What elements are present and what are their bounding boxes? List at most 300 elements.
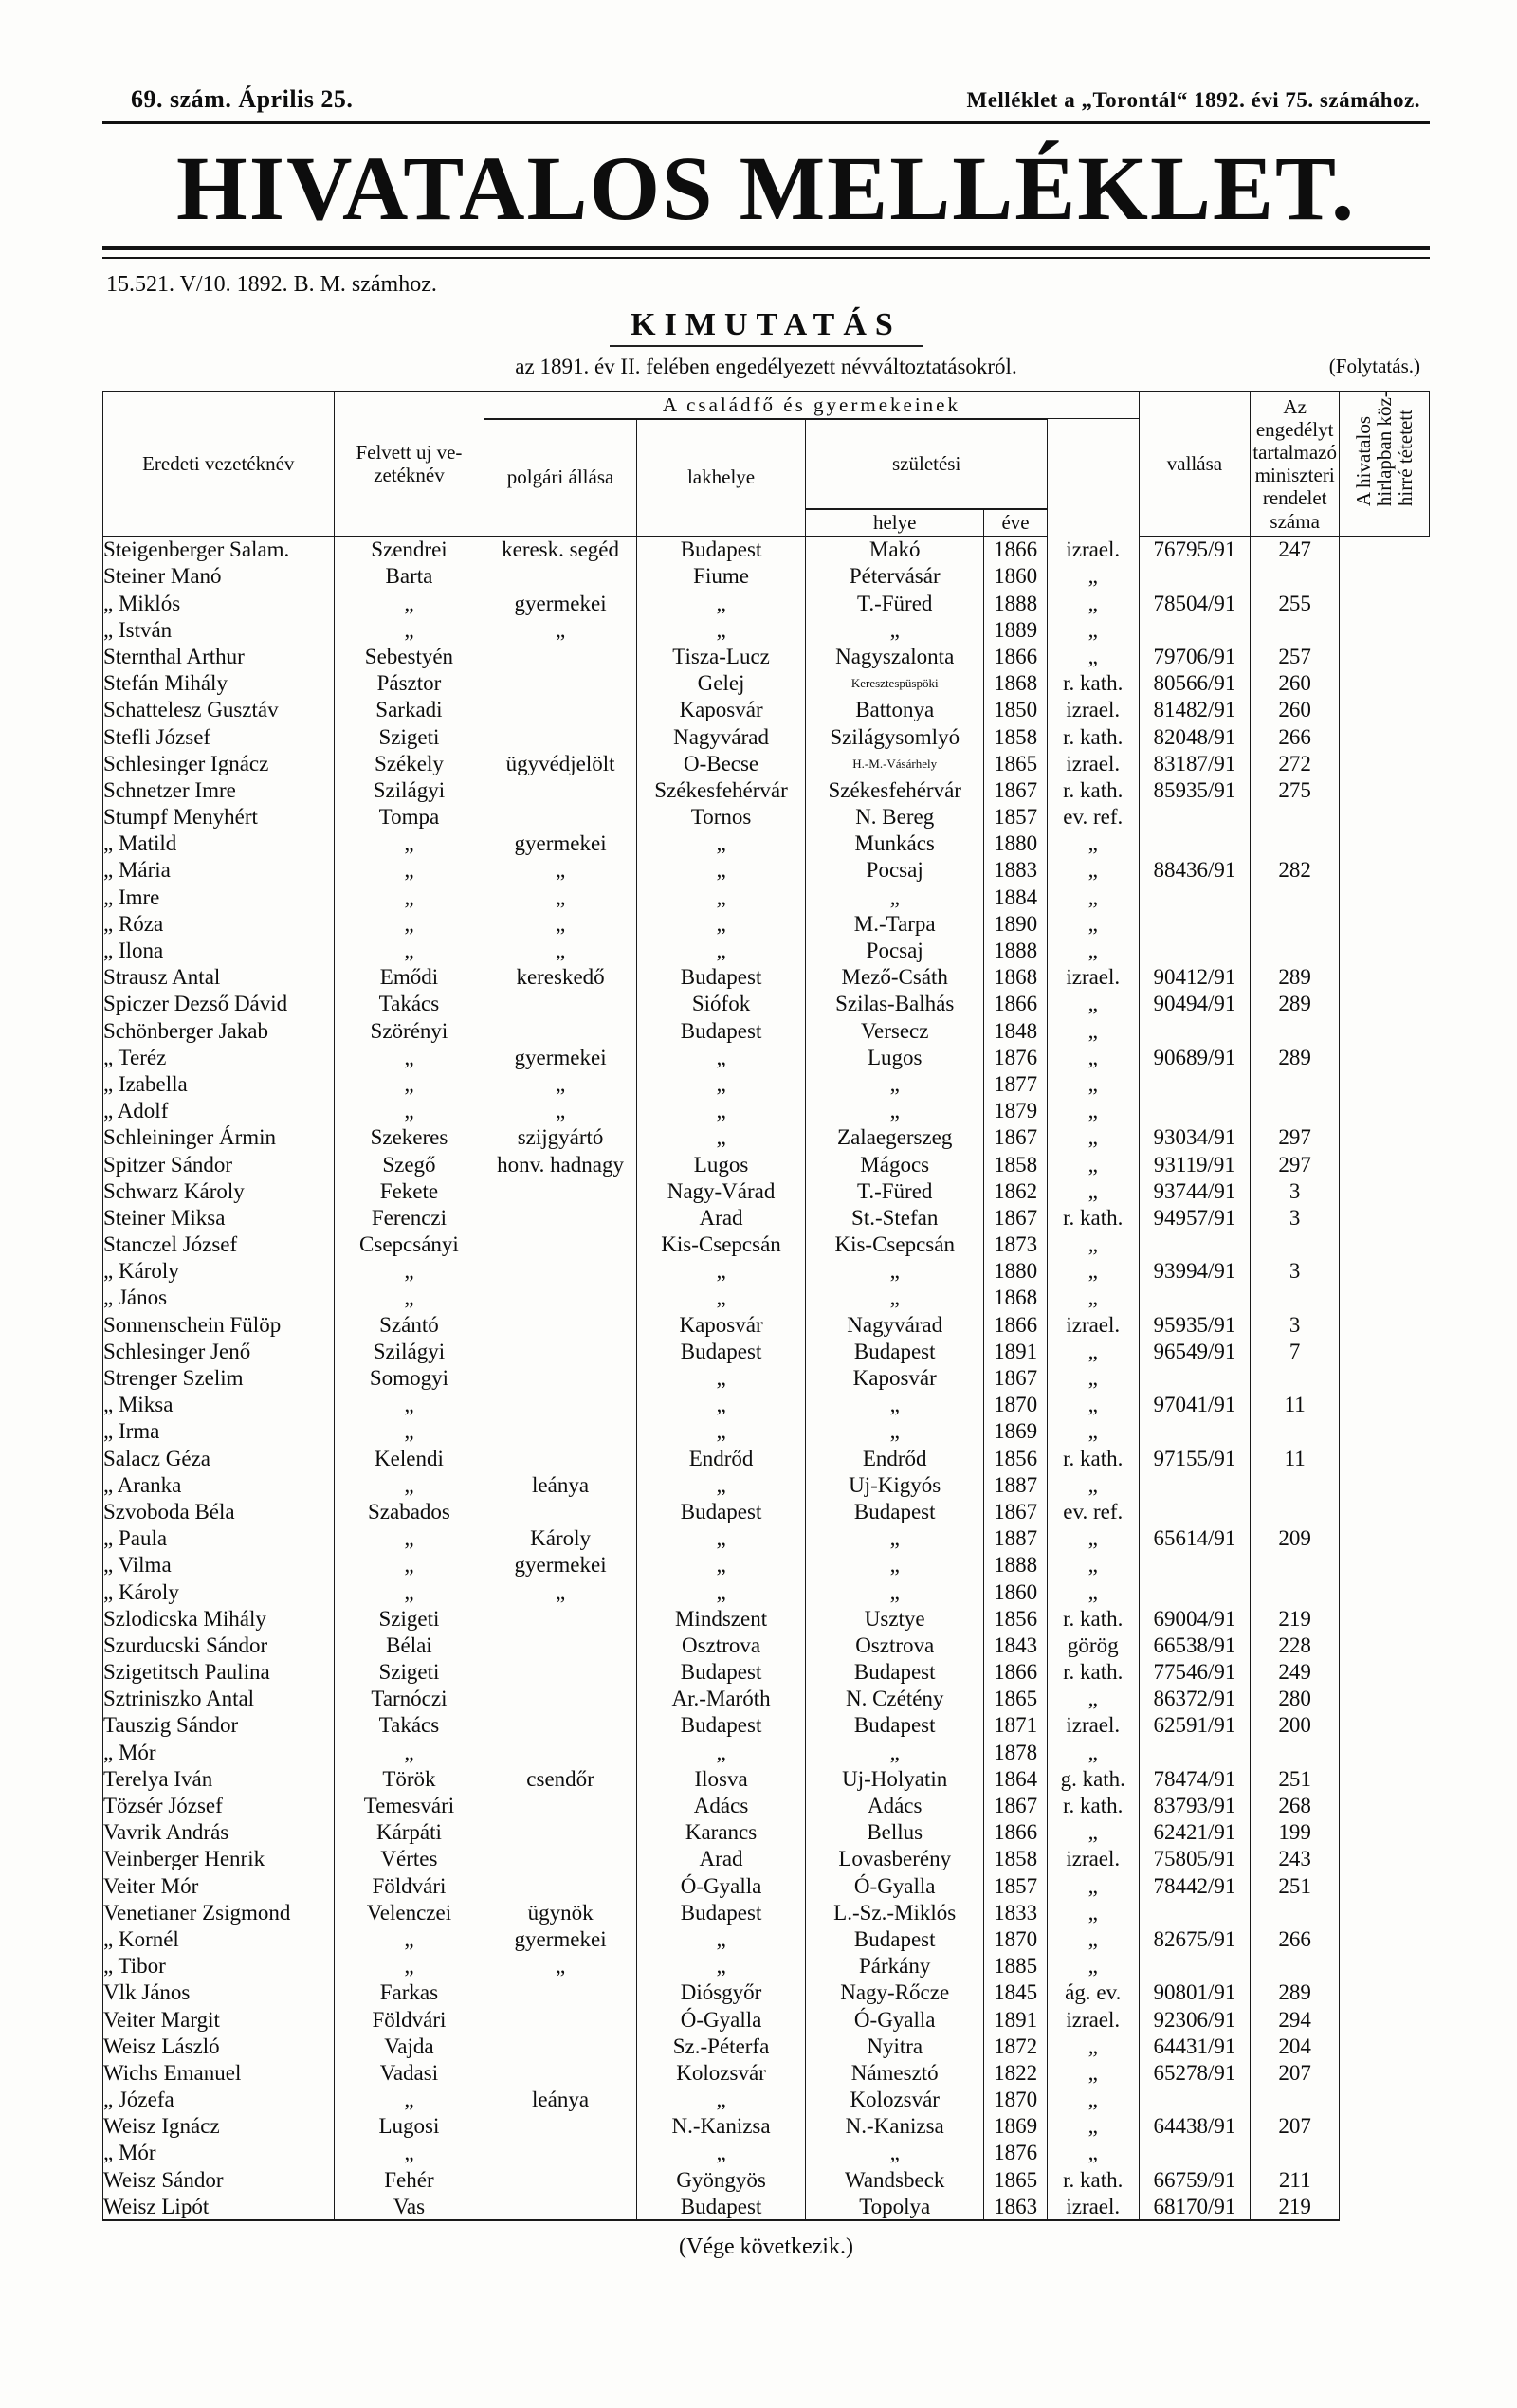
cell-birth-place: „ xyxy=(806,1552,984,1578)
cell-new-name: „ xyxy=(334,937,484,963)
document-sheet xyxy=(102,85,1430,2260)
cell-new-name: „ xyxy=(334,910,484,937)
cell-gazette: 3 xyxy=(1251,1258,1340,1285)
cell-gazette xyxy=(1251,1231,1340,1258)
cell-original-name: „ János xyxy=(103,1285,335,1311)
cell-gazette: 11 xyxy=(1251,1392,1340,1418)
cell-original-name: Strenger Szelim xyxy=(103,1364,335,1391)
cell-original-name: „ Miksa xyxy=(103,1392,335,1418)
table-row xyxy=(103,1258,1430,1285)
cell-gazette: 11 xyxy=(1251,1445,1340,1471)
cell-religion: r. kath. xyxy=(1048,1605,1140,1632)
cell-new-name: Szegő xyxy=(334,1151,484,1177)
cell-religion: „ xyxy=(1048,1364,1140,1391)
cell-birth-place: Námesztó xyxy=(806,2059,984,2086)
cell-permit-number: 88436/91 xyxy=(1139,857,1251,884)
cell-civil-status xyxy=(484,670,636,697)
cell-birth-year: 1867 xyxy=(984,1498,1048,1524)
cell-birth-year: 1833 xyxy=(984,1899,1048,1925)
cell-gazette: 199 xyxy=(1251,1819,1340,1846)
cell-civil-status: gyermekei xyxy=(484,1044,636,1070)
cell-religion: g. kath. xyxy=(1048,1765,1140,1792)
table-row xyxy=(103,830,1430,857)
cell-gazette xyxy=(1251,1418,1340,1445)
cell-gazette: 249 xyxy=(1251,1659,1340,1686)
cell-gazette: 243 xyxy=(1251,1846,1340,1872)
cell-religion: „ xyxy=(1048,1231,1140,1258)
table-row xyxy=(103,670,1430,697)
cell-permit-number xyxy=(1139,1418,1251,1445)
cell-birth-place: „ xyxy=(806,1258,984,1285)
cell-birth-year: 1871 xyxy=(984,1712,1048,1739)
table-row xyxy=(103,1177,1430,1204)
cell-civil-status: „ xyxy=(484,884,636,910)
table-row xyxy=(103,1819,1430,1846)
cell-birth-place: Ó-Gyalla xyxy=(806,1872,984,1899)
cell-birth-year: 1891 xyxy=(984,2006,1048,2033)
cell-original-name: „ Mária xyxy=(103,857,335,884)
cell-religion: „ xyxy=(1048,1177,1140,1204)
cell-birth-year: 1868 xyxy=(984,670,1048,697)
cell-gazette: 289 xyxy=(1251,1044,1340,1070)
cell-religion: „ xyxy=(1048,830,1140,857)
cell-birth-year: 1888 xyxy=(984,1552,1048,1578)
cell-gazette: 255 xyxy=(1251,590,1340,616)
cell-birth-year: 1865 xyxy=(984,2166,1048,2193)
col-gazette: A hivatalos hirlapban köz- hirré tétetett xyxy=(1340,392,1430,536)
name-change-table xyxy=(102,391,1430,2222)
cell-civil-status xyxy=(484,1418,636,1445)
cell-birth-year: 1864 xyxy=(984,1765,1048,1792)
cell-original-name: Steigenberger Salam. xyxy=(103,536,335,563)
cell-permit-number xyxy=(1139,2087,1251,2113)
table-row xyxy=(103,1285,1430,1311)
cell-new-name: Szilágyi xyxy=(334,1338,484,1364)
cell-new-name: „ xyxy=(334,1552,484,1578)
cell-civil-status xyxy=(484,563,636,590)
cell-civil-status xyxy=(484,723,636,750)
cell-original-name: Stefán Mihály xyxy=(103,670,335,697)
cell-residence: „ xyxy=(636,1044,806,1070)
col-religion: vallása xyxy=(1139,392,1251,536)
cell-permit-number: 93119/91 xyxy=(1139,1151,1251,1177)
cell-new-name: Bélai xyxy=(334,1632,484,1658)
cell-residence: Ó-Gyalla xyxy=(636,1872,806,1899)
col-civil-status: polgári állása xyxy=(484,419,636,536)
cell-birth-place: N.-Kanizsa xyxy=(806,2113,984,2140)
cell-new-name: Vas xyxy=(334,2193,484,2220)
cell-permit-number: 81482/91 xyxy=(1139,697,1251,723)
table-row xyxy=(103,1765,1430,1792)
cell-original-name: „ Adolf xyxy=(103,1098,335,1124)
table-row xyxy=(103,2166,1430,2193)
cell-original-name: „ Ilona xyxy=(103,937,335,963)
cell-new-name: Takács xyxy=(334,991,484,1017)
cell-birth-place: „ xyxy=(806,1739,984,1765)
cell-religion: izrael. xyxy=(1048,964,1140,991)
col-birth-year: éve xyxy=(984,509,1048,537)
cell-new-name: „ xyxy=(334,1925,484,1952)
cell-residence: „ xyxy=(636,884,806,910)
cell-birth-year: 1867 xyxy=(984,1364,1048,1391)
cell-gazette: 247 xyxy=(1251,536,1340,563)
cell-original-name: „ István xyxy=(103,616,335,643)
cell-residence: Budapest xyxy=(636,1712,806,1739)
cell-residence: Karancs xyxy=(636,1819,806,1846)
cell-civil-status xyxy=(484,2006,636,2033)
cell-religion: „ xyxy=(1048,1872,1140,1899)
cell-gazette xyxy=(1251,937,1340,963)
cell-permit-number: 93744/91 xyxy=(1139,1177,1251,1204)
cell-birth-place: Bellus xyxy=(806,1819,984,1846)
cell-religion: „ xyxy=(1048,1258,1140,1285)
cell-original-name: Terelya Iván xyxy=(103,1765,335,1792)
cell-new-name: Somogyi xyxy=(334,1364,484,1391)
cell-original-name: Schlesinger Ignácz xyxy=(103,750,335,776)
cell-birth-place: Keresztespüspöki xyxy=(806,670,984,697)
cell-new-name: „ xyxy=(334,1471,484,1498)
cell-birth-year: 1869 xyxy=(984,1418,1048,1445)
cell-civil-status: „ xyxy=(484,937,636,963)
cell-birth-year: 1822 xyxy=(984,2059,1048,2086)
cell-birth-year: 1858 xyxy=(984,723,1048,750)
cell-residence: Budapest xyxy=(636,964,806,991)
cell-gazette xyxy=(1251,830,1340,857)
cell-permit-number xyxy=(1139,563,1251,590)
cell-religion: r. kath. xyxy=(1048,1659,1140,1686)
table-row xyxy=(103,1846,1430,1872)
cell-original-name: Tauszig Sándor xyxy=(103,1712,335,1739)
table-row xyxy=(103,1204,1430,1231)
cell-civil-status: „ xyxy=(484,1098,636,1124)
cell-civil-status: csendőr xyxy=(484,1765,636,1792)
cell-original-name: Weisz Lipót xyxy=(103,2193,335,2220)
cell-new-name: „ xyxy=(334,1953,484,1979)
cell-civil-status: gyermekei xyxy=(484,830,636,857)
cell-birth-year: 1845 xyxy=(984,1979,1048,2006)
cell-new-name: Földvári xyxy=(334,1872,484,1899)
cell-birth-place: Nagyszalonta xyxy=(806,643,984,669)
cell-civil-status xyxy=(484,1872,636,1899)
cell-civil-status xyxy=(484,776,636,803)
cell-birth-place: Kis-Csepcsán xyxy=(806,1231,984,1258)
cell-original-name: Steiner Miksa xyxy=(103,1204,335,1231)
cell-religion: „ xyxy=(1048,1098,1140,1124)
table-row xyxy=(103,1872,1430,1899)
document-title-underline xyxy=(610,345,923,347)
cell-permit-number: 78504/91 xyxy=(1139,590,1251,616)
cell-original-name: Weisz László xyxy=(103,2033,335,2059)
cell-gazette: 266 xyxy=(1251,1925,1340,1952)
cell-religion: görög xyxy=(1048,1632,1140,1658)
cell-new-name: Pásztor xyxy=(334,670,484,697)
cell-new-name: Fekete xyxy=(334,1177,484,1204)
cell-birth-place: Uj-Holyatin xyxy=(806,1765,984,1792)
cell-residence: „ xyxy=(636,1925,806,1952)
cell-gazette xyxy=(1251,1899,1340,1925)
cell-birth-year: 1858 xyxy=(984,1846,1048,1872)
cell-birth-place: Nyitra xyxy=(806,2033,984,2059)
cell-religion: „ xyxy=(1048,563,1140,590)
cell-original-name: Spitzer Sándor xyxy=(103,1151,335,1177)
cell-civil-status xyxy=(484,643,636,669)
cell-permit-number xyxy=(1139,910,1251,937)
cell-permit-number: 85935/91 xyxy=(1139,776,1251,803)
cell-civil-status xyxy=(484,1846,636,1872)
cell-original-name: „ Aranka xyxy=(103,1471,335,1498)
cell-birth-place: „ xyxy=(806,1418,984,1445)
table-row xyxy=(103,1070,1430,1097)
cell-birth-year: 1873 xyxy=(984,1231,1048,1258)
cell-birth-year: 1889 xyxy=(984,616,1048,643)
cell-civil-status xyxy=(484,1445,636,1471)
cell-permit-number xyxy=(1139,1231,1251,1258)
cell-new-name: Lugosi xyxy=(334,2113,484,2140)
masthead-rule xyxy=(102,246,1430,259)
cell-religion: r. kath. xyxy=(1048,723,1140,750)
cell-new-name: Székely xyxy=(334,750,484,776)
cell-birth-place: Kaposvár xyxy=(806,1364,984,1391)
cell-new-name: „ xyxy=(334,1258,484,1285)
document-title: KIMUTATÁS xyxy=(631,306,902,342)
cell-birth-year: 1866 xyxy=(984,643,1048,669)
cell-residence: „ xyxy=(636,1525,806,1552)
cell-original-name: „ Matild xyxy=(103,830,335,857)
cell-permit-number xyxy=(1139,2140,1251,2166)
cell-new-name: „ xyxy=(334,2140,484,2166)
cell-civil-status xyxy=(484,2059,636,2086)
cell-gazette: 289 xyxy=(1251,964,1340,991)
cell-civil-status: szijgyártó xyxy=(484,1124,636,1151)
cell-religion: „ xyxy=(1048,1392,1140,1418)
cell-gazette xyxy=(1251,1098,1340,1124)
cell-permit-number: 90689/91 xyxy=(1139,1044,1251,1070)
cell-original-name: „ Mór xyxy=(103,1739,335,1765)
cell-religion: izrael. xyxy=(1048,536,1140,563)
cell-original-name: Schleininger Ármin xyxy=(103,1124,335,1151)
cell-birth-year: 1863 xyxy=(984,2193,1048,2220)
cell-original-name: Sonnenschein Fülöp xyxy=(103,1311,335,1338)
cell-birth-place: St.-Stefan xyxy=(806,1204,984,1231)
cell-civil-status: ügynök xyxy=(484,1899,636,1925)
cell-residence: Kaposvár xyxy=(636,1311,806,1338)
cell-gazette: 289 xyxy=(1251,1979,1340,2006)
cell-new-name: Velenczei xyxy=(334,1899,484,1925)
cell-residence: Arad xyxy=(636,1846,806,1872)
table-row xyxy=(103,1659,1430,1686)
cell-birth-year: 1858 xyxy=(984,1151,1048,1177)
cell-birth-year: 1867 xyxy=(984,1124,1048,1151)
cell-new-name: „ xyxy=(334,590,484,616)
cell-residence: „ xyxy=(636,1739,806,1765)
cell-civil-status: ügyvédjelölt xyxy=(484,750,636,776)
cell-birth-place: Wandsbeck xyxy=(806,2166,984,2193)
cell-new-name: Szigeti xyxy=(334,723,484,750)
cell-birth-year: 1880 xyxy=(984,1258,1048,1285)
cell-new-name: Földvári xyxy=(334,2006,484,2033)
cell-birth-year: 1866 xyxy=(984,536,1048,563)
header-rule xyxy=(102,121,1430,124)
table-row xyxy=(103,1632,1430,1658)
cell-birth-place: Székesfehérvár xyxy=(806,776,984,803)
cell-gazette: 272 xyxy=(1251,750,1340,776)
cell-birth-year: 1878 xyxy=(984,1739,1048,1765)
cell-residence: „ xyxy=(636,1953,806,1979)
cell-new-name: Csepcsányi xyxy=(334,1231,484,1258)
footer-note: (Vége következik.) xyxy=(679,2235,853,2260)
cell-new-name: Kelendi xyxy=(334,1445,484,1471)
cell-birth-year: 1862 xyxy=(984,1177,1048,1204)
cell-permit-number: 95935/91 xyxy=(1139,1311,1251,1338)
cell-new-name: „ xyxy=(334,884,484,910)
cell-civil-status xyxy=(484,1258,636,1285)
table-row xyxy=(103,1899,1430,1925)
cell-civil-status xyxy=(484,1979,636,2006)
cell-new-name: Szekeres xyxy=(334,1124,484,1151)
cell-residence: Budapest xyxy=(636,1659,806,1686)
table-row xyxy=(103,1498,1430,1524)
cell-birth-place: „ xyxy=(806,2140,984,2166)
table-row xyxy=(103,2087,1430,2113)
table-head xyxy=(103,392,1430,536)
cell-new-name: „ xyxy=(334,830,484,857)
cell-original-name: Szvoboda Béla xyxy=(103,1498,335,1524)
cell-gazette xyxy=(1251,1953,1340,1979)
cell-religion: „ xyxy=(1048,2087,1140,2113)
cell-original-name: „ Kornél xyxy=(103,1925,335,1952)
cell-religion: r. kath. xyxy=(1048,1204,1140,1231)
cell-residence: Székesfehérvár xyxy=(636,776,806,803)
cell-gazette xyxy=(1251,1739,1340,1765)
cell-religion: izrael. xyxy=(1048,750,1140,776)
cell-birth-year: 1857 xyxy=(984,1872,1048,1899)
cell-residence: „ xyxy=(636,910,806,937)
cell-gazette: 211 xyxy=(1251,2166,1340,2193)
cell-residence: „ xyxy=(636,2140,806,2166)
cell-civil-status xyxy=(484,1659,636,1686)
cell-new-name: Szigeti xyxy=(334,1605,484,1632)
cell-civil-status xyxy=(484,1392,636,1418)
cell-birth-place: Budapest xyxy=(806,1712,984,1739)
cell-gazette: 251 xyxy=(1251,1765,1340,1792)
cell-gazette xyxy=(1251,616,1340,643)
cell-residence: Kolozsvár xyxy=(636,2059,806,2086)
table-row xyxy=(103,1418,1430,1445)
cell-residence: Tisza-Lucz xyxy=(636,643,806,669)
cell-permit-number: 83187/91 xyxy=(1139,750,1251,776)
cell-gazette: 251 xyxy=(1251,1872,1340,1899)
cell-birth-place: Budapest xyxy=(806,1498,984,1524)
cell-permit-number: 64431/91 xyxy=(1139,2033,1251,2059)
cell-civil-status: keresk. segéd xyxy=(484,536,636,563)
cell-residence: „ xyxy=(636,1070,806,1097)
cell-residence: Nagy-Várad xyxy=(636,1177,806,1204)
table-row xyxy=(103,750,1430,776)
cell-permit-number xyxy=(1139,804,1251,830)
cell-religion: r. kath. xyxy=(1048,776,1140,803)
cell-residence: „ xyxy=(636,1392,806,1418)
cell-original-name: Salacz Géza xyxy=(103,1445,335,1471)
cell-residence: „ xyxy=(636,616,806,643)
cell-religion: r. kath. xyxy=(1048,670,1140,697)
cell-birth-year: 1880 xyxy=(984,830,1048,857)
cell-civil-status: „ xyxy=(484,857,636,884)
cell-original-name: Vavrik András xyxy=(103,1819,335,1846)
cell-birth-year: 1867 xyxy=(984,1792,1048,1818)
cell-religion: „ xyxy=(1048,1552,1140,1578)
cell-original-name: Schönberger Jakab xyxy=(103,1017,335,1044)
cell-residence: „ xyxy=(636,1285,806,1311)
cell-permit-number: 66759/91 xyxy=(1139,2166,1251,2193)
table-row xyxy=(103,1392,1430,1418)
cell-original-name: Weisz Sándor xyxy=(103,2166,335,2193)
table-row xyxy=(103,1686,1430,1712)
cell-religion: r. kath. xyxy=(1048,2166,1140,2193)
cell-civil-status xyxy=(484,1311,636,1338)
cell-birth-year: 1883 xyxy=(984,857,1048,884)
cell-birth-year: 1876 xyxy=(984,2140,1048,2166)
cell-residence: Budapest xyxy=(636,1899,806,1925)
cell-gazette xyxy=(1251,884,1340,910)
cell-gazette xyxy=(1251,1471,1340,1498)
cell-new-name: Szendrei xyxy=(334,536,484,563)
cell-permit-number: 62421/91 xyxy=(1139,1819,1251,1846)
cell-civil-status xyxy=(484,1498,636,1524)
cell-new-name: Farkas xyxy=(334,1979,484,2006)
cell-permit-number xyxy=(1139,1285,1251,1311)
cell-permit-number: 97155/91 xyxy=(1139,1445,1251,1471)
cell-permit-number: 97041/91 xyxy=(1139,1392,1251,1418)
cell-birth-place: „ xyxy=(806,1578,984,1605)
cell-new-name: Barta xyxy=(334,563,484,590)
cell-original-name: Sztriniszko Antal xyxy=(103,1686,335,1712)
cell-gazette: 294 xyxy=(1251,2006,1340,2033)
cell-new-name: Szilágyi xyxy=(334,776,484,803)
cell-new-name: Vadasi xyxy=(334,2059,484,2086)
cell-permit-number: 69004/91 xyxy=(1139,1605,1251,1632)
cell-birth-year: 1888 xyxy=(984,937,1048,963)
cell-birth-place: Szilágysomlyó xyxy=(806,723,984,750)
cell-residence: „ xyxy=(636,830,806,857)
cell-original-name: Stefli József xyxy=(103,723,335,750)
cell-civil-status xyxy=(484,1204,636,1231)
cell-residence: „ xyxy=(636,1471,806,1498)
cell-residence: Tornos xyxy=(636,804,806,830)
issue-number: 69. szám. Április 25. xyxy=(131,85,354,113)
cell-new-name: „ xyxy=(334,1418,484,1445)
cell-civil-status xyxy=(484,1686,636,1712)
cell-residence: Arad xyxy=(636,1204,806,1231)
cell-religion: izrael. xyxy=(1048,697,1140,723)
cell-birth-place: Budapest xyxy=(806,1338,984,1364)
table-row xyxy=(103,1525,1430,1552)
cell-civil-status: leánya xyxy=(484,1471,636,1498)
cell-residence: Endrőd xyxy=(636,1445,806,1471)
cell-birth-place: Uj-Kigyós xyxy=(806,1471,984,1498)
table-row xyxy=(103,1712,1430,1739)
table-row xyxy=(103,2033,1430,2059)
table-row xyxy=(103,1953,1430,1979)
cell-birth-place: Nagy-Rőcze xyxy=(806,1979,984,2006)
cell-new-name: „ xyxy=(334,1525,484,1552)
cell-original-name: Tözsér József xyxy=(103,1792,335,1818)
table-row xyxy=(103,2193,1430,2220)
cell-birth-place: Szilas-Balhás xyxy=(806,991,984,1017)
cell-permit-number xyxy=(1139,1739,1251,1765)
cell-gazette: 3 xyxy=(1251,1177,1340,1204)
table-row xyxy=(103,964,1430,991)
cell-religion: ág. ev. xyxy=(1048,1979,1140,2006)
